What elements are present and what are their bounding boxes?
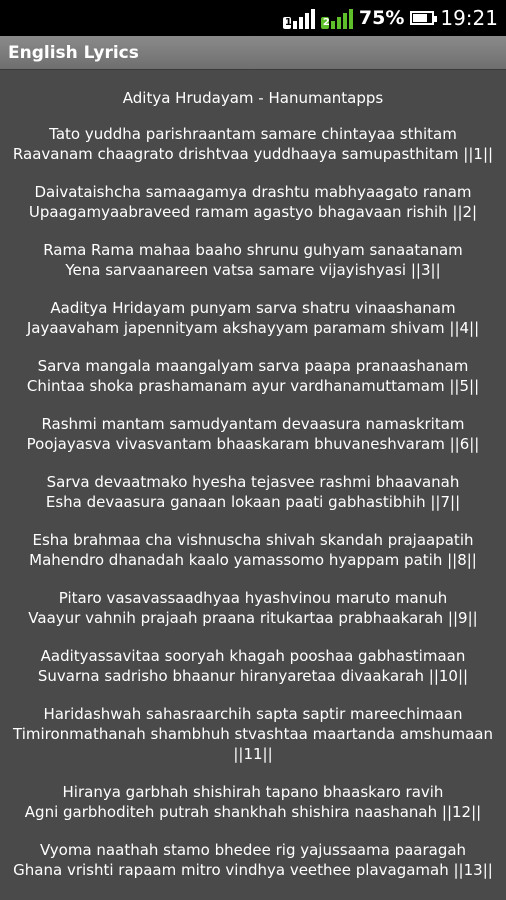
verse-line: Vaayur vahnih prajaah praana ritukartaa prabhaakarah ||9||	[28, 609, 478, 627]
verse-block	[6, 124, 500, 164]
verse-line: Suvarna sadrisho bhaanur hiranyaretaa divaakarah ||10||	[37, 667, 469, 685]
battery-percent: 75%	[358, 7, 405, 29]
verse-line: Chintaa shoka prashamanam ayur vardhanamuttamam ||5||	[26, 377, 480, 395]
verse-block	[6, 704, 500, 764]
verse-block	[6, 530, 500, 570]
verse-line: Aadityassavitaa sooryah khagah pooshaa gabhastimaan	[40, 647, 466, 665]
clock: 19:21	[440, 6, 498, 30]
verse-line: Pitaro vasavassaadhyaa hyashvinou maruto manuh	[58, 589, 448, 607]
verse-line: Esha devaasura ganaan lokaan paati gabhastibhih ||7||	[45, 493, 461, 511]
verse-line: Daivataishcha samaagamya drashtu mabhyaagato ranam	[34, 183, 472, 201]
signal-sim1-icon	[283, 7, 315, 29]
lyrics-heading: Aditya Hrudayam - Hanumantapps	[122, 89, 384, 107]
verse-line: Poojayasva vivasvantam bhaaskaram bhuvaneshvaram ||6||	[26, 435, 480, 453]
verse-block	[6, 782, 500, 822]
verse-line: ||11||	[233, 745, 273, 763]
verse-block	[6, 646, 500, 686]
verse-line: Aaditya Hridayam punyam sarva shatru vinaashanam	[50, 299, 456, 317]
verse-block	[6, 840, 500, 880]
verse-line: Jayaavaham japennityam akshayyam paramam shivam ||4||	[26, 319, 480, 337]
verse-line: Agni garbhoditeh putrah shankhah shishira naashanah ||12||	[24, 803, 482, 821]
status-bar	[0, 0, 506, 36]
verse-line: Raavanam chaagrato drishtvaa yuddhaaya samupasthitam ||1||	[12, 145, 494, 163]
verse-block	[6, 588, 500, 628]
verse-line: Tato yuddha parishraantam samare chintayaa sthitam	[49, 125, 457, 143]
battery-icon	[410, 11, 434, 25]
verse-block	[6, 472, 500, 512]
battery-fill	[413, 14, 427, 22]
app-title-bar	[0, 36, 506, 70]
verse-line: Rashmi mantam samudyantam devaasura namaskritam	[41, 415, 465, 433]
verse-line: Upaagamyaabraveed ramam agastyo bhagavaan rishih ||2|	[28, 203, 478, 221]
verse-line: Sarva mangala maangalyam sarva paapa pranaashanam	[37, 357, 469, 375]
verse-list	[6, 124, 500, 880]
verse-line: Yena sarvaanareen vatsa samare vijayishyasi ||3||	[65, 261, 441, 279]
verse-line: Timironmathanah shambhuh stvashtaa maartanda amshumaan	[13, 725, 493, 743]
verse-line: Ghana vrishti rapaam mitro vindhya veethee plavagamah ||13||	[13, 861, 493, 879]
verse-line: Esha brahmaa cha vishnuscha shivah skandah prajaapatih	[32, 531, 474, 549]
lyrics-content[interactable]	[0, 70, 506, 880]
verse-block	[6, 356, 500, 396]
sim2-label: 2	[322, 17, 330, 28]
verse-block	[6, 298, 500, 338]
sim1-label: 1	[284, 17, 292, 28]
verse-line: Rama Rama mahaa baaho shrunu guhyam sanaatanam	[43, 241, 463, 259]
app-title: English Lyrics	[8, 42, 139, 63]
verse-line: Sarva devaatmako hyesha tejasvee rashmi bhaavanah	[46, 473, 460, 491]
signal-sim2-icon	[321, 7, 353, 29]
verse-line: Mahendro dhanadah kaalo yamassomo hyappam patih ||8||	[29, 551, 477, 569]
status-icons	[283, 6, 498, 30]
verse-block	[6, 182, 500, 222]
verse-block	[6, 240, 500, 280]
verse-line: Vyoma naathah stamo bhedee rig yajussaama paaragah	[39, 841, 467, 859]
verse-line: Hiranya garbhah shishirah tapano bhaaskaro ravih	[62, 783, 444, 801]
verse-block	[6, 414, 500, 454]
verse-line: Haridashwah sahasraarchih sapta saptir mareechimaan	[43, 705, 463, 723]
